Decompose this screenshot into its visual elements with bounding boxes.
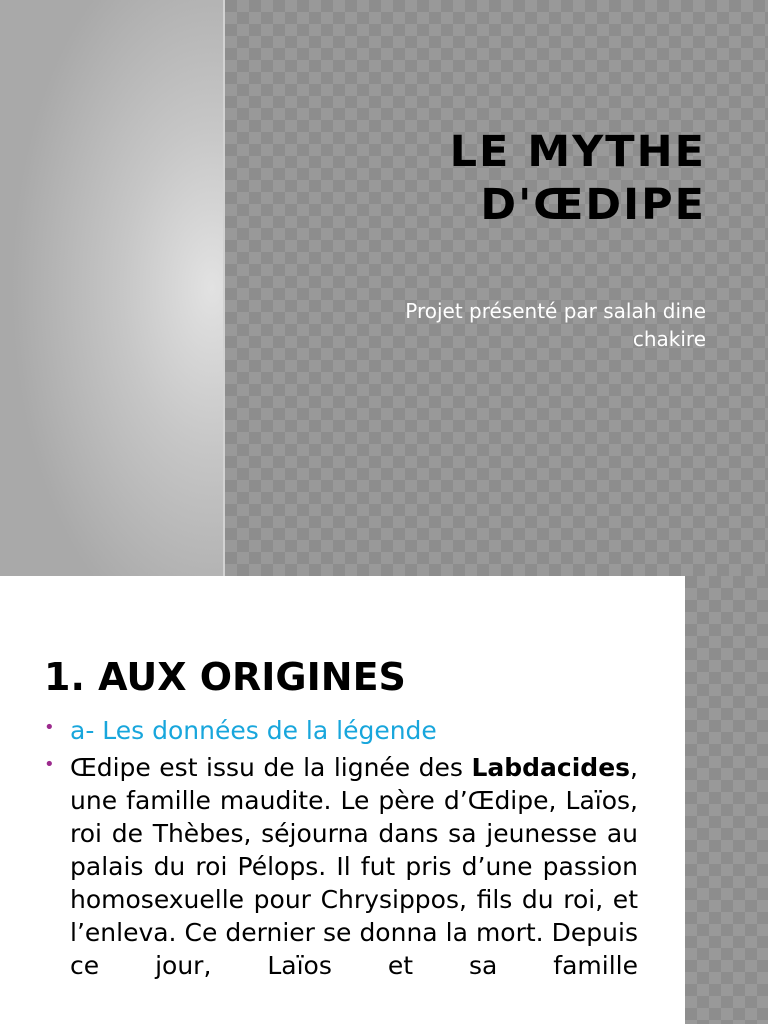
content-slide bbox=[0, 576, 768, 1024]
content-slide-pattern-strip bbox=[685, 576, 768, 1024]
slide-subtitle-line-1: Projet présenté par salah dine bbox=[405, 299, 706, 323]
paragraph-bold-term: Labdacides bbox=[471, 753, 631, 782]
title-slide-patterned-panel bbox=[225, 0, 768, 576]
list-item bbox=[44, 714, 638, 747]
slide-title-line-1: LE MYTHE bbox=[449, 127, 706, 177]
bullet-list bbox=[44, 714, 638, 986]
slide-title-line-2: D'ŒDIPE bbox=[480, 180, 706, 230]
slide-subtitle-line-2: chakire bbox=[632, 327, 706, 351]
paragraph-text-rest: , une famille maudite. Le père d’Œdipe, Laïos, roi de Thèbes, séjourna dans sa jeunesse au palais du roi Pélops. Il fut pris d’une passion homosexuelle pour Chrysippos, fils du roi, et l’enleva. Ce dernier se donna la mort. Depuis ce jour, Laïos et sa famille bbox=[70, 753, 638, 980]
paragraph-text-start: Œdipe est issu de la lignée des bbox=[70, 753, 472, 782]
slide-subtitle bbox=[286, 297, 706, 353]
slide-title bbox=[266, 126, 706, 232]
subheading-text: a- Les données de la légende bbox=[70, 716, 437, 745]
bullet-icon: • bbox=[44, 754, 55, 775]
section-heading: 1. AUX ORIGINES bbox=[44, 655, 406, 699]
bullet-icon: • bbox=[44, 717, 55, 738]
title-slide-left-panel bbox=[0, 0, 223, 576]
list-item bbox=[44, 751, 638, 982]
